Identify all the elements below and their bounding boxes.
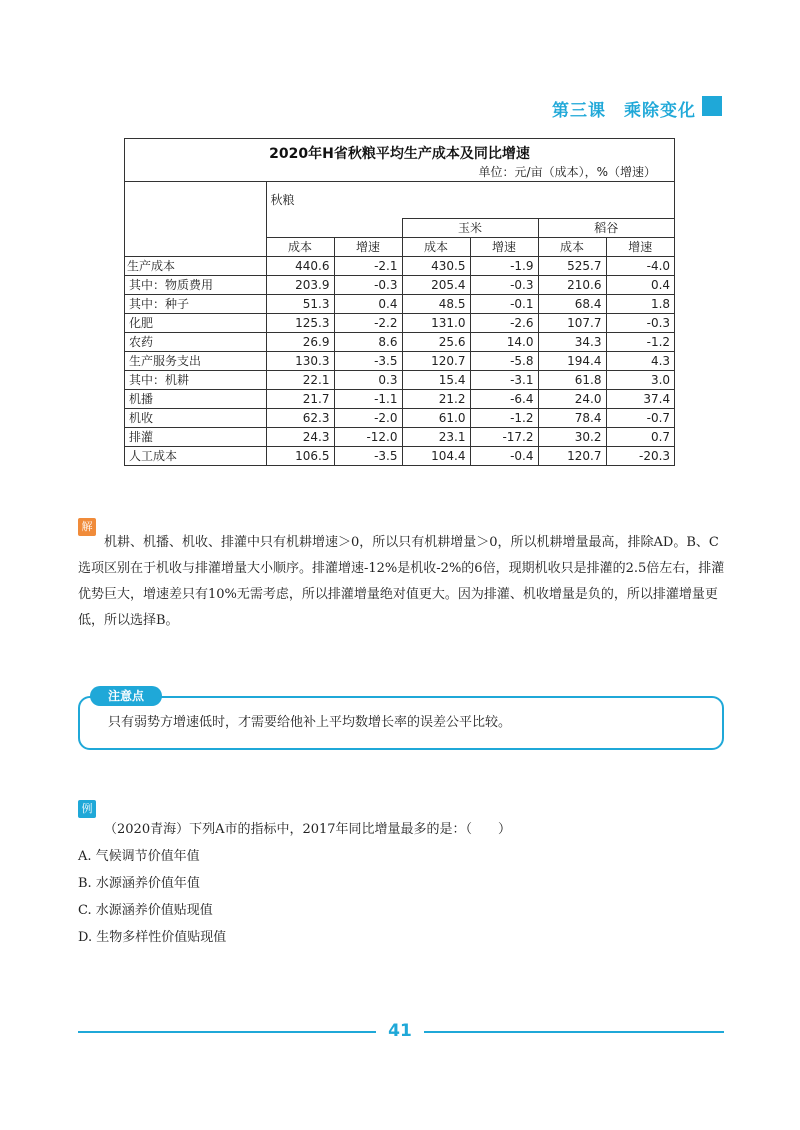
table-cell: -1.2: [606, 333, 674, 352]
table-title: 2020年H省秋粮平均生产成本及同比增速: [269, 146, 530, 162]
table-row: [125, 352, 674, 371]
table-row: [125, 409, 674, 428]
table-cell: -0.3: [334, 276, 402, 295]
row-label: 排灌: [125, 428, 266, 447]
row-label: 农药: [125, 333, 266, 352]
table-cell: 131.0: [402, 314, 470, 333]
example-question-text: （2020青海）下列A市的指标中，2017年同比增量最多的是：（ ）: [104, 822, 512, 837]
table-cell: 130.3: [266, 352, 334, 371]
chapter-marker: [702, 96, 722, 116]
table-cell: 0.4: [606, 276, 674, 295]
table-cell: -0.3: [606, 314, 674, 333]
table-row: [125, 390, 674, 409]
group-header-corn: 玉米: [402, 219, 538, 238]
row-label: 人工成本: [125, 447, 266, 466]
table-cell: -2.1: [334, 257, 402, 276]
table-cell: -1.2: [470, 409, 538, 428]
table-row: [125, 371, 674, 390]
table-cell: -0.3: [470, 276, 538, 295]
table-grid: [125, 181, 674, 465]
table-cell: 78.4: [538, 409, 606, 428]
table-row: [125, 447, 674, 466]
table-row: [125, 257, 674, 276]
table-cell: 205.4: [402, 276, 470, 295]
table-cell: 21.2: [402, 390, 470, 409]
table-cell: 194.4: [538, 352, 606, 371]
table-cell: -2.6: [470, 314, 538, 333]
note-tag: 注意点: [90, 686, 162, 706]
table-corner-cell: [125, 182, 266, 257]
table-cell: -1.1: [334, 390, 402, 409]
row-label: 生产成本: [125, 257, 266, 276]
col-header-cost: 成本: [402, 238, 470, 257]
table-row: [125, 333, 674, 352]
option-c: C. 水源涵养价值贴现值: [78, 903, 213, 918]
cost-table: [124, 138, 675, 466]
table-cell: 525.7: [538, 257, 606, 276]
row-label: 其中：种子: [125, 295, 266, 314]
table-cell: 48.5: [402, 295, 470, 314]
row-label: 化肥: [125, 314, 266, 333]
example-options: [78, 843, 728, 951]
table-cell: 21.7: [266, 390, 334, 409]
table-cell: 8.6: [334, 333, 402, 352]
table-cell: 430.5: [402, 257, 470, 276]
row-label: 机播: [125, 390, 266, 409]
table-cell: -6.4: [470, 390, 538, 409]
footer-line-right: [424, 1031, 724, 1033]
col-header-cost: 成本: [266, 238, 334, 257]
table-cell: 24.3: [266, 428, 334, 447]
row-label: 其中：机耕: [125, 371, 266, 390]
table-cell: 106.5: [266, 447, 334, 466]
table-cell: -0.4: [470, 447, 538, 466]
explanation-text: [78, 530, 728, 634]
table-cell: -5.8: [470, 352, 538, 371]
table-cell: 37.4: [606, 390, 674, 409]
table-cell: 210.6: [538, 276, 606, 295]
table-cell: -4.0: [606, 257, 674, 276]
table-cell: 120.7: [402, 352, 470, 371]
table-cell: 68.4: [538, 295, 606, 314]
table-cell: -12.0: [334, 428, 402, 447]
col-header-growth: 增速: [334, 238, 402, 257]
chapter-title: 第三课 乘除变化: [552, 101, 696, 121]
table-cell: 25.6: [402, 333, 470, 352]
table-cell: -3.5: [334, 352, 402, 371]
explanation-tag: 解: [78, 518, 96, 536]
option-b: B. 水源涵养价值年值: [78, 876, 200, 891]
table-cell: 51.3: [266, 295, 334, 314]
group-header-rice: 稻谷: [538, 219, 674, 238]
table-cell: 0.3: [334, 371, 402, 390]
table-cell: 104.4: [402, 447, 470, 466]
example-question: [78, 816, 728, 843]
table-cell: -2.0: [334, 409, 402, 428]
table-cell: 3.0: [606, 371, 674, 390]
example-tag: 例: [78, 800, 96, 818]
option-d: D. 生物多样性价值贴现值: [78, 930, 227, 945]
table-cell: 23.1: [402, 428, 470, 447]
explanation-body: 机耕、机播、机收、排灌中只有机耕增速＞0，所以只有机耕增量＞0，所以机耕增量最高，排除AD。B、C选项区别在于机收与排灌增量大小顺序。排灌增速-12%是机收-2%的6倍，现期机收只是排灌的2.5倍左右，排灌优势巨大，增速差只有10%无需考虑，所以排灌增量绝对值更大。因为排灌、机收增量是负的，所以排灌增量更低，所以选择B。: [78, 535, 725, 628]
table-cell: 440.6: [266, 257, 334, 276]
table-cell: -17.2: [470, 428, 538, 447]
table-unit: 单位：元/亩（成本），%（增速）: [478, 165, 656, 179]
table-row: [125, 295, 674, 314]
table-cell: 0.7: [606, 428, 674, 447]
table-cell: 107.7: [538, 314, 606, 333]
table-cell: -2.2: [334, 314, 402, 333]
table-cell: 0.4: [334, 295, 402, 314]
table-cell: 15.4: [402, 371, 470, 390]
note-text: 只有弱势方增速低时，才需要给他补上平均数增长率的误差公平比较。: [108, 715, 512, 730]
table-cell: 61.8: [538, 371, 606, 390]
table-row: [125, 276, 674, 295]
table-cell: 4.3: [606, 352, 674, 371]
table-cell: 30.2: [538, 428, 606, 447]
table-cell: 120.7: [538, 447, 606, 466]
option-a: A. 气候调节价值年值: [78, 849, 200, 864]
table-row: [125, 428, 674, 447]
table-cell: 1.8: [606, 295, 674, 314]
table-cell: 24.0: [538, 390, 606, 409]
page-number: 41: [388, 1021, 412, 1041]
col-header-growth: 增速: [606, 238, 674, 257]
table-cell: 34.3: [538, 333, 606, 352]
table-cell: 14.0: [470, 333, 538, 352]
table-cell: 62.3: [266, 409, 334, 428]
row-label: 机收: [125, 409, 266, 428]
group-header-spacer: [266, 219, 402, 238]
table-cell: 125.3: [266, 314, 334, 333]
table-cell: 22.1: [266, 371, 334, 390]
table-row: [125, 314, 674, 333]
table-cell: 61.0: [402, 409, 470, 428]
table-cell: -20.3: [606, 447, 674, 466]
row-label: 生产服务支出: [125, 352, 266, 371]
table-cell: -0.1: [470, 295, 538, 314]
group-header-main: 秋粮: [266, 182, 674, 219]
table-cell: 26.9: [266, 333, 334, 352]
table-cell: -3.1: [470, 371, 538, 390]
table-cell: -1.9: [470, 257, 538, 276]
footer-line-left: [78, 1031, 376, 1033]
row-label: 其中：物质费用: [125, 276, 266, 295]
col-header-cost: 成本: [538, 238, 606, 257]
table-cell: 203.9: [266, 276, 334, 295]
col-header-growth: 增速: [470, 238, 538, 257]
table-cell: -3.5: [334, 447, 402, 466]
table-cell: -0.7: [606, 409, 674, 428]
